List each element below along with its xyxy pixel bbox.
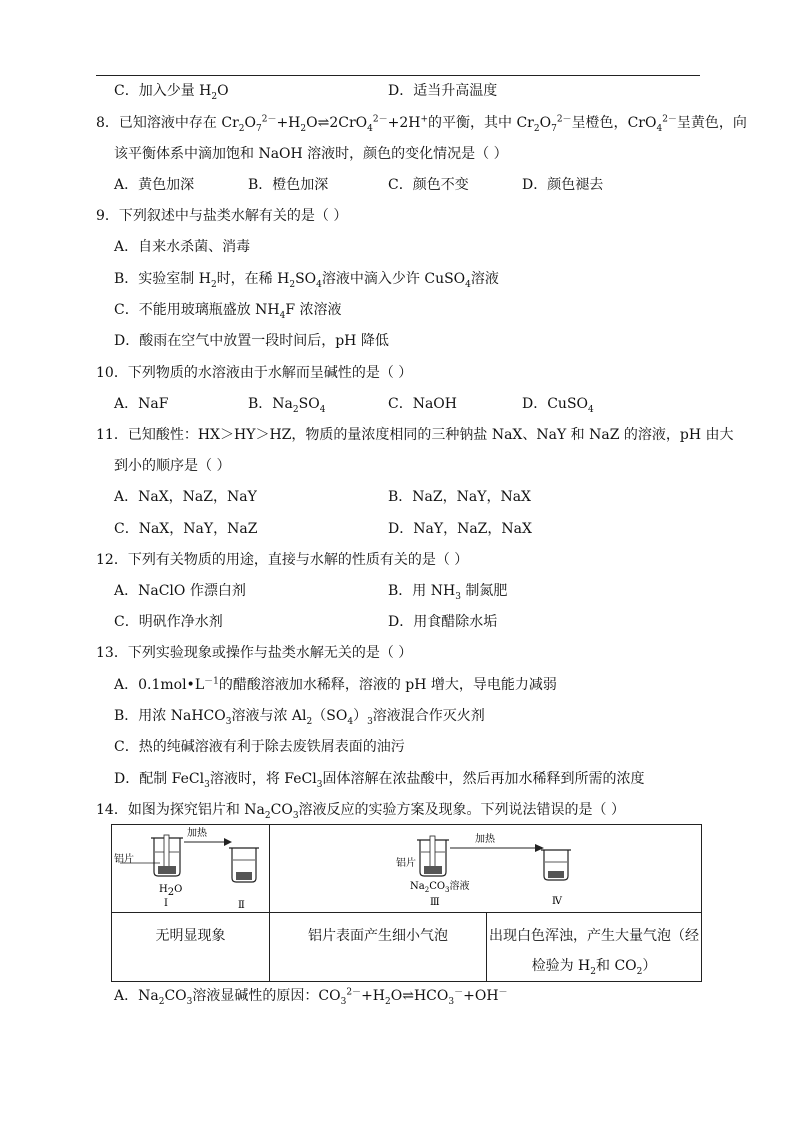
q10-option-c: C．NaOH [388,396,457,412]
fig1-roman-2: Ⅱ [238,899,245,911]
observation-1: 无明显现象 [112,913,270,982]
q11-stem-line2: 到小的顺序是（ ） [114,458,231,474]
q7-option-d: D．适当升高温度 [388,83,498,99]
fig1-aluminum-label: 铝片 [114,853,134,865]
q13-option-b: B．用浓 NaHCO$_3$溶液与浓 $Al_2(SO_4)_3$溶液混合作灭火剂 [114,708,485,727]
fig1-roman-1: Ⅰ [164,897,168,909]
q14-stem: 14．如图为探究铝片和 $Na_2CO_3$溶液反应的实验方案及现象。下列说法错误的是（ ） [96,802,625,821]
beaker-1-icon [151,835,183,876]
q14-option-a: A．$Na_2CO_3$溶液显碱性的原因：$CO_3^{2-}+H_2O\rightleftharpoons HCO_3^-+OH^-$ [114,987,508,1007]
observation-3 [487,913,702,982]
q9-option-a: A．自来水杀菌、消毒 [114,239,251,255]
figure-water-cell [112,825,270,913]
fig2-roman-4: Ⅳ [552,895,562,907]
q12-option-c: C．明矾作净水剂 [114,614,223,630]
fig2-heat-label: 加热 [475,833,495,845]
observation-2: 铝片表面产生细小气泡 [270,913,487,982]
q8-option-b: B．橙色加深 [248,177,329,193]
q8-option-c: C．颜色不变 [388,177,469,193]
observation-3-line1: 出现白色浑浊，产生大量气泡（经 [489,928,699,944]
beaker-4-icon [541,850,571,880]
q10-option-b: B．$Na_2SO_4$ [248,396,326,415]
observation-3-line2: 检验为 $H_2$和 $CO_2$） [531,958,657,977]
fig1-heat-label: 加热 [187,827,207,839]
q8-option-d: D．颜色褪去 [522,177,604,193]
beaker-2-icon [229,848,259,882]
q12-option-d: D．用食醋除水垢 [388,614,498,630]
q9-option-b: B．实验室制 $H_2$时，在稀 $H_2SO_4$溶液中滴入少许 CuSO$_4$溶液 [114,271,499,290]
q9-option-c: C．不能用玻璃瓶盛放 $NH_4F$ 浓溶液 [114,302,342,321]
carbonate-experiment-figure [270,826,700,912]
q9-option-d: D．酸雨在空气中放置一段时间后，pH 降低 [114,333,389,349]
q10-option-a: A．NaF [114,396,169,412]
q13-option-d: D．配制 FeCl$_3$溶液时，将 FeCl$_3$固体溶解在浓盐酸中，然后再加水稀释到所需的浓度 [114,771,645,790]
q11-option-d: D．NaY，NaZ，NaX [388,521,532,537]
q7-option-c: C．加入少量 $H_2O$ [114,83,229,102]
q11-option-a: A．NaX，NaZ，NaY [114,489,257,505]
q11-stem-line1: 11．已知酸性：HX＞HY＞HZ，物质的量浓度相同的三种钠盐 NaX、NaY 和 NaZ 的溶液，pH 由大 [96,427,734,443]
q10-stem: 10．下列物质的水溶液由于水解而呈碱性的是（ ） [96,365,413,381]
q11-option-b: B．NaZ，NaY，NaX [388,489,532,505]
header-rule [96,75,700,76]
q12-stem: 12．下列有关物质的用途，直接与水解的性质有关的是（ ） [96,552,469,568]
figure-carbonate-cell [270,825,702,913]
q10-option-d: D．CuSO$_4$ [522,396,594,415]
q12-option-a: A．NaClO 作漂白剂 [114,583,246,599]
q13-option-a: A．$0.1mol•L^{-1}$的醋酸溶液加水稀释，溶液的 pH 增大，导电能力减弱 [114,676,557,693]
experiment-table [111,824,702,982]
fig1-water-label: H2O [159,883,183,898]
beaker-3-icon [417,836,449,876]
fig2-roman-3: Ⅲ [430,896,440,908]
q11-option-c: C．NaX，NaY，NaZ [114,521,258,537]
q13-option-c: C．热的纯碱溶液有利于除去废铁屑表面的油污 [114,739,405,755]
q8-stem-line1: 8．已知溶液中存在 $Cr_2O_7^{2-}+H_2O\rightleftharpoons 2CrO_4^{2-}+2H^+$的平衡，其中 $Cr_2O_7^{2-}$呈橙色，CrO$_4^{2-}$呈黄色，向 [96,114,747,134]
q12-option-b: B．用 $NH_3$ 制氮肥 [388,583,508,602]
fig2-solution-label: $Na_2CO_3$溶液 [410,880,470,894]
q8-stem-line2: 该平衡体系中滴加饱和 NaOH 溶液时，颜色的变化情况是（ ） [114,146,508,162]
q9-stem: 9．下列叙述中与盐类水解有关的是（ ） [96,208,348,224]
fig2-aluminum-label: 铝片 [396,857,416,869]
q8-option-a: A．黄色加深 [114,177,195,193]
q13-stem: 13．下列实验现象或操作与盐类水解无关的是（ ） [96,645,413,661]
water-experiment-figure [112,826,268,912]
